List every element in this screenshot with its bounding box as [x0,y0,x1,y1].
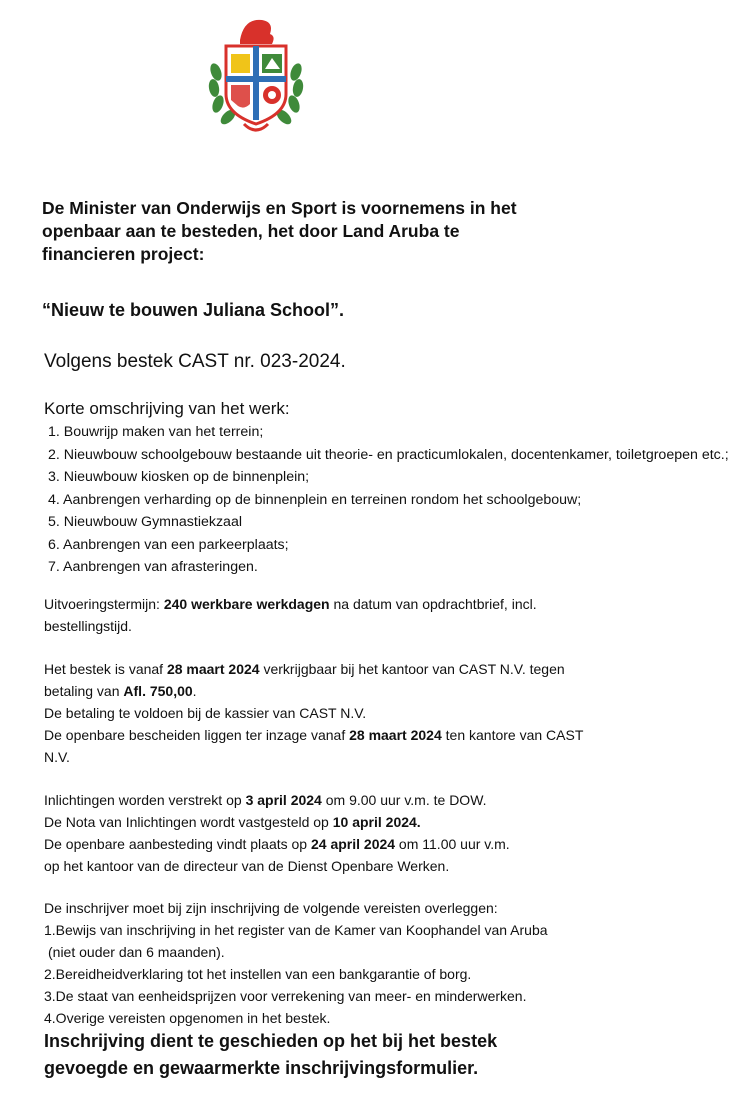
text-line [44,811,684,833]
text: Uitvoeringstermijn: [44,596,164,612]
text-line [44,593,684,615]
list-item: 6. Aanbrengen van een parkeerplaats; [48,536,289,553]
text: . [192,683,197,699]
requirement-line: 3.De staat van eenheidsprijzen voor verrekening van meer- en minderwerken. [44,988,527,1004]
requirements-heading: De inschrijver moet bij zijn inschrijving de volgende vereisten overleggen: [44,900,498,916]
requirement-line: 1.Bewijs van inschrijving in het register van de Kamer van Koophandel van Aruba [44,922,548,938]
text: De openbare bescheiden liggen ter inzage vanaf [44,727,350,743]
closing-line: gevoegde en gewaarmerkte inschrijvingsformulier. [44,1058,479,1078]
text: Het bestek is vanaf [44,661,167,677]
text-line: op het kantoor van de directeur van de Dienst Openbare Werken. [44,858,450,874]
list-item: 5. Nieuwbouw Gymnastiekzaal [48,514,242,530]
bestek-availability-paragraph [44,658,684,768]
intro-line: openbaar aan te besteden, het door Land Aruba te [42,221,460,241]
bold-text: 3 april 2024 [245,792,322,808]
intro-line: financieren project: [42,244,205,264]
execution-term-paragraph [44,593,684,637]
bold-text: 28 maart 2024 [349,727,442,743]
project-title: “Nieuw te bouwen Juliana School”. [42,300,345,320]
text-line [44,833,684,855]
bold-text: 10 april 2024. [332,814,421,830]
requirement-line: (niet ouder dan 6 maanden). [48,944,225,960]
text: De Nota van Inlichtingen wordt vastgesteld op [44,814,333,830]
bold-text: 240 werkbare werkdagen [163,596,330,612]
list-item: 4. Aanbrengen verharding op de binnenplein en terreinen rondom het schoolgebouw; [48,491,582,508]
text: Inlichtingen worden verstrekt op [44,792,246,808]
text: om 11.00 uur v.m. [395,836,510,852]
bold-text: Afl. 750,00 [123,683,193,699]
text: na datum van opdrachtbrief, incl. [329,596,537,612]
text-line: De betaling te voldoen bij de kassier van CAST N.V. [44,705,367,721]
list-item: 7. Aanbrengen van afrasteringen. [48,559,258,575]
bold-text: 24 april 2024 [310,836,396,852]
requirement-line: 4.Overige vereisten opgenomen in het bestek. [44,1010,331,1026]
text-line [44,789,684,811]
text: ten kantore van CAST [441,727,584,743]
text: om 9.00 uur v.m. te DOW. [321,792,487,808]
text-line: N.V. [44,749,70,765]
requirements-paragraph [44,897,684,1029]
requirement-line: 2.Bereidheidverklaring tot het instellen van een bankgarantie of borg. [44,966,472,982]
closing-statement [44,1028,704,1082]
work-items-list [44,421,729,579]
coat-of-arms-icon [204,14,308,138]
closing-line: Inschrijving dient te geschieden op het bij het bestek [44,1031,498,1051]
information-paragraph [44,789,684,877]
intro-line: De Minister van Onderwijs en Sport is voornemens in het [42,198,517,218]
text: betaling van [44,683,124,699]
bold-text: 28 maart 2024 [166,661,260,677]
text: verkrijgbaar bij het kantoor van CAST N.V. tegen [259,661,565,677]
text-line [44,724,684,746]
list-item: 2. Nieuwbouw schoolgebouw bestaande uit theorie- en practicumlokalen, docentenkamer, toiletgroepen etc.; [48,446,729,463]
text-line [44,680,684,702]
list-item: 3. Nieuwbouw kiosken op de binnenplein; [48,469,310,485]
text-line: bestellingstijd. [44,618,132,634]
bestek-reference: Volgens bestek CAST nr. 023-2024. [44,351,346,372]
list-item: 1. Bouwrijp maken van het terrein; [48,424,264,440]
work-description-heading: Korte omschrijving van het werk: [44,399,290,418]
intro-paragraph [42,197,642,266]
text: De openbare aanbesteding vindt plaats op [44,836,311,852]
text-line [44,658,684,680]
